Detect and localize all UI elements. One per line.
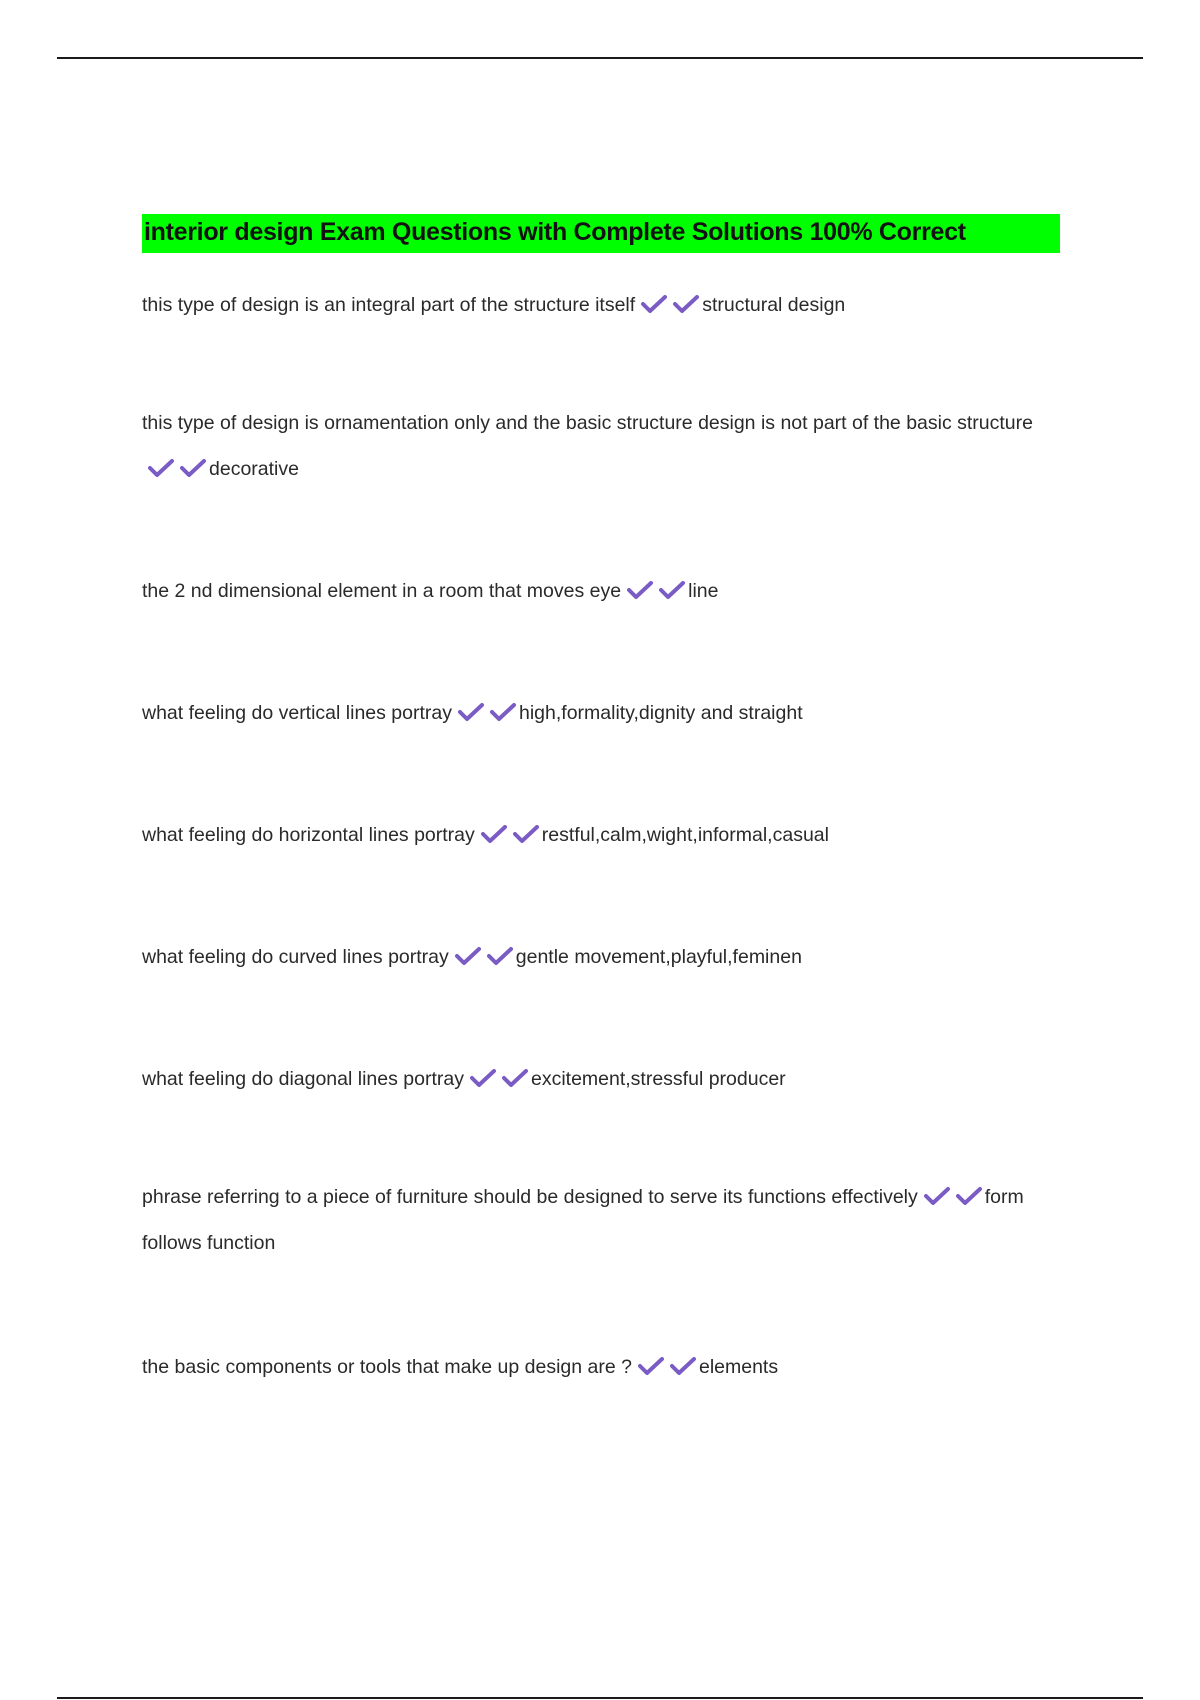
- question-text: what feeling do vertical lines portray: [142, 702, 452, 724]
- check-icon: [470, 1068, 496, 1088]
- check-icon: [513, 824, 539, 844]
- qa-item: [142, 690, 803, 736]
- answer-text: gentle movement,playful,feminen: [515, 946, 802, 968]
- question-text: the 2 nd dimensional element in a room that moves eye: [142, 580, 622, 602]
- title-highlight: [142, 214, 1060, 253]
- check-icon: [627, 580, 653, 600]
- check-icon: [180, 458, 206, 478]
- document-title: interior design Exam Questions with Complete Solutions 100% Correct: [144, 218, 966, 246]
- header-rule: [57, 57, 1143, 59]
- check-icon: [487, 946, 513, 966]
- question-text: what feeling do diagonal lines portray: [142, 1068, 464, 1090]
- check-icon: [659, 580, 685, 600]
- answer-text: line: [688, 580, 719, 602]
- qa-item: [142, 1056, 786, 1102]
- check-icon: [481, 824, 507, 844]
- question-text: the basic components or tools that make up design are ?: [142, 1356, 632, 1378]
- question-text: this type of design is ornamentation only and the basic structure design is not part of the basic structure: [142, 412, 1033, 434]
- question-text: this type of design is an integral part of the structure itself: [142, 294, 636, 316]
- qa-item: [142, 934, 802, 980]
- qa-item: [142, 1174, 1062, 1266]
- answer-text: high,formality,dignity and straight: [519, 702, 803, 724]
- qa-item: [142, 568, 718, 614]
- check-icon: [455, 946, 481, 966]
- qa-item: [142, 1344, 778, 1390]
- check-icon: [924, 1186, 950, 1206]
- answer-text: structural design: [702, 294, 846, 316]
- answer-text: excitement,stressful producer: [530, 1068, 786, 1090]
- answer-text: elements: [698, 1356, 779, 1378]
- answer-text: restful,calm,wight,informal,casual: [541, 824, 829, 846]
- check-icon: [638, 1356, 664, 1376]
- qa-item: [142, 400, 1062, 492]
- check-icon: [458, 702, 484, 722]
- check-icon: [502, 1068, 528, 1088]
- check-icon: [670, 1356, 696, 1376]
- check-icon: [490, 702, 516, 722]
- question-text: what feeling do curved lines portray: [142, 946, 449, 968]
- answer-text: decorative: [209, 458, 299, 480]
- check-icon: [673, 294, 699, 314]
- answer-text: form follows function: [142, 1186, 1024, 1254]
- qa-item: [142, 812, 829, 858]
- document-body: [142, 214, 1062, 1378]
- check-icon: [148, 458, 174, 478]
- check-icon: [956, 1186, 982, 1206]
- question-text: what feeling do horizontal lines portray: [142, 824, 475, 846]
- qa-item: [142, 282, 845, 328]
- question-text: phrase referring to a piece of furniture should be designed to serve its functions effectively: [142, 1186, 918, 1208]
- check-icon: [641, 294, 667, 314]
- footer-rule: [57, 1697, 1143, 1699]
